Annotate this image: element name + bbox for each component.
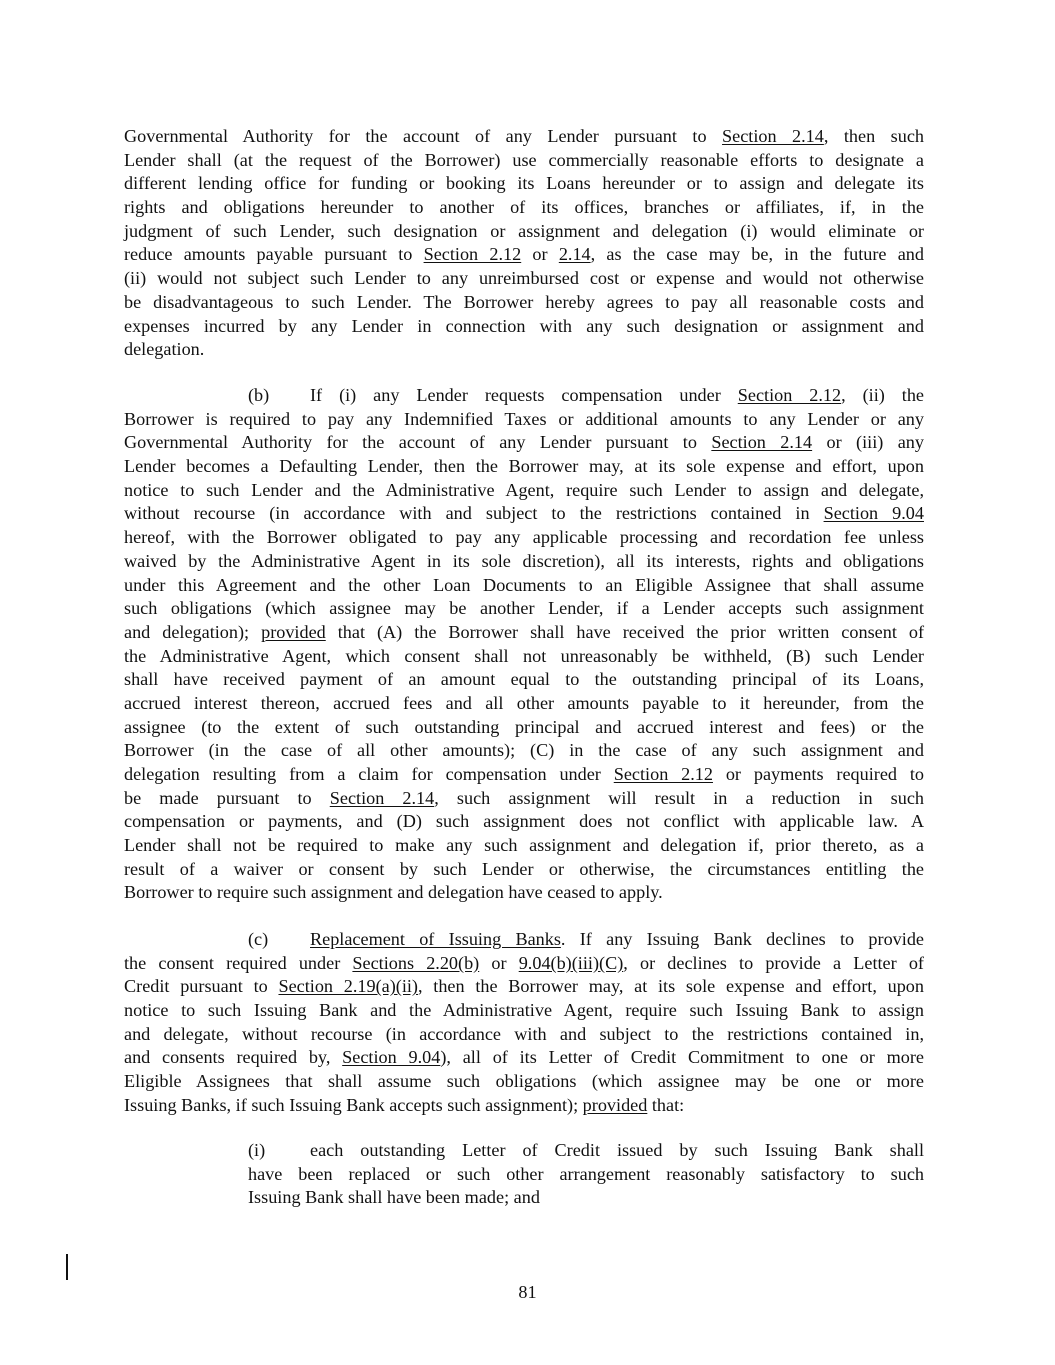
text-run: , or declines to provide a Letter of bbox=[623, 952, 924, 973]
cross-reference: Section 9.04 bbox=[342, 1047, 441, 1068]
text-line bbox=[124, 338, 924, 362]
text-run: Borrower is required to pay any Indemnified Taxes or additional amounts to any Lender or any bbox=[124, 408, 924, 429]
text-line bbox=[124, 834, 924, 858]
text-run: Credit pursuant to bbox=[124, 976, 279, 997]
text-run: result of a waiver or consent by such Lender or otherwise, the circumstances entitling the bbox=[124, 858, 924, 879]
text-line bbox=[248, 1186, 924, 1210]
text-run: Governmental Authority for the account of any Lender pursuant to bbox=[124, 432, 712, 453]
text-line bbox=[124, 574, 924, 598]
text-line bbox=[124, 431, 924, 455]
text-run: delegation resulting from a claim for compensation under bbox=[124, 764, 614, 784]
text-run: Lender shall (at the request of the Borrower) use commercially reasonable efforts to designate a bbox=[124, 149, 924, 170]
cross-reference: Section 2.14 bbox=[711, 432, 813, 453]
text-run: judgment of such Lender, such designation or assignment and delegation (i) would eliminate or bbox=[124, 220, 924, 241]
text-run: (ii) would not subject such Lender to any unreimbursed cost or expense and would not otherwise bbox=[124, 268, 924, 289]
cross-reference: Section 2.12 bbox=[613, 764, 713, 784]
text-line bbox=[124, 267, 924, 291]
text-line bbox=[124, 455, 924, 479]
text-run: and delegation); bbox=[124, 621, 262, 642]
text-run: hereof, with the Borrower obligated to pay any applicable processing and recordation fee unless bbox=[124, 527, 924, 548]
text-run: have been replaced or such other arrangement reasonably satisfactory to such bbox=[248, 1163, 924, 1184]
text-run: that: bbox=[647, 1094, 685, 1115]
text-line bbox=[124, 858, 924, 882]
cross-reference: provided bbox=[582, 1094, 648, 1115]
text-line bbox=[124, 999, 924, 1023]
text-run: reduce amounts payable pursuant to bbox=[124, 244, 424, 265]
text-line bbox=[248, 1163, 924, 1187]
text-line bbox=[124, 597, 924, 621]
page-number: 81 bbox=[518, 1282, 537, 1302]
text-run: such obligations (which assignee may be another Lender, if a Lender accepts such assignment bbox=[124, 598, 924, 619]
text-run: and consents required by, bbox=[124, 1047, 343, 1068]
cross-reference: Section 9.04 bbox=[823, 503, 924, 524]
text-run: Issuing Bank shall have been made; and bbox=[248, 1187, 540, 1208]
text-run: notice to such Issuing Bank and the Administrative Agent, require such Issuing Bank to assign bbox=[124, 1000, 924, 1021]
cross-reference: Sections 2.20(b) bbox=[352, 952, 480, 973]
text-run: , such assignment will result in a reduction in such bbox=[434, 787, 924, 808]
text-run: that (A) the Borrower shall have received the prior written consent of bbox=[325, 621, 924, 642]
paragraph-label: (i) bbox=[248, 1140, 266, 1160]
text-run: waived by the Administrative Agent in its sole discretion), all its interests, rights and obligations bbox=[124, 550, 924, 571]
text-run: , as the case may be, in the future and bbox=[590, 244, 924, 265]
text-run: or bbox=[479, 952, 519, 973]
text-run: rights and obligations hereunder to another of its offices, branches or affiliates, if, in the bbox=[124, 197, 924, 218]
paragraph-label: (b) bbox=[248, 385, 270, 405]
text-line bbox=[124, 810, 924, 834]
text-line bbox=[124, 692, 924, 716]
text-line bbox=[124, 763, 924, 787]
cross-reference: Section 2.14 bbox=[329, 787, 435, 808]
text-run: Borrower to require such assignment and delegation have ceased to apply. bbox=[124, 882, 663, 903]
revision-bar bbox=[66, 1254, 68, 1280]
text-line bbox=[124, 479, 924, 503]
text-run: be disadvantageous to such Lender. The Borrower hereby agrees to pay all reasonable costs and bbox=[124, 291, 924, 312]
text-line bbox=[124, 125, 924, 149]
text-line bbox=[124, 149, 924, 173]
text-run: notice to such Lender and the Administrative Agent, require such Lender to assign and delegate, bbox=[124, 479, 924, 500]
text-line bbox=[124, 1094, 924, 1118]
text-run: and delegate, without recourse (in accordance with and subject to the restrictions contained in, bbox=[124, 1023, 924, 1044]
text-line bbox=[124, 975, 924, 999]
text-line bbox=[124, 220, 924, 244]
text-run: under this Agreement and the other Loan Documents to an Eligible Assignee that shall assume bbox=[124, 574, 924, 595]
cross-reference: 2.14 bbox=[558, 244, 591, 265]
text-run: Borrower (in the case of all other amounts); (C) in the case of any such assignment and bbox=[124, 740, 924, 761]
text-line bbox=[248, 1139, 924, 1163]
subparagraph-c-i bbox=[248, 1139, 924, 1210]
text-line bbox=[124, 291, 924, 315]
text-run: shall have received payment of an amount equal to the outstanding principal of its Loans, bbox=[124, 669, 924, 690]
text-run: Issuing Banks, if such Issuing Bank accepts such assignment); bbox=[124, 1094, 583, 1115]
text-line bbox=[124, 668, 924, 692]
text-run: the Administrative Agent, which consent shall not unreasonably be withheld, (B) such Lender bbox=[124, 645, 924, 666]
cross-reference: Section 2.14 bbox=[722, 126, 824, 146]
text-run: Eligible Assignees that shall assume such obligations (which assignee may be one or more bbox=[124, 1071, 924, 1092]
text-run: . If any Issuing Bank declines to provide bbox=[560, 929, 924, 949]
text-line bbox=[124, 1023, 924, 1047]
text-line bbox=[124, 550, 924, 574]
text-line bbox=[124, 621, 924, 645]
text-line bbox=[124, 1070, 924, 1094]
text-run: , (ii) the bbox=[841, 385, 924, 405]
text-run: compensation or payments, and (D) such assignment does not conflict with applicable law. A bbox=[124, 811, 924, 832]
cross-reference: Replacement of Issuing Banks bbox=[310, 929, 561, 949]
text-run: , then the Borrower may, at its sole expense and effort, upon bbox=[418, 976, 924, 997]
text-line bbox=[124, 315, 924, 339]
text-run: each outstanding Letter of Credit issued by such Issuing Bank shall bbox=[310, 1140, 924, 1160]
paragraph-label: (c) bbox=[248, 929, 269, 949]
text-run: or payments required to bbox=[712, 764, 925, 784]
text-line bbox=[124, 1046, 924, 1070]
text-run: assignee (to the extent of such outstanding principal and accrued interest and fees) or the bbox=[124, 716, 924, 737]
text-run: expenses incurred by any Lender in connection with any such designation or assignment and bbox=[124, 315, 924, 336]
cross-reference: Section 2.19(a)(ii) bbox=[278, 976, 418, 997]
text-run: without recourse (in accordance with and subject to the restrictions contained in bbox=[124, 503, 824, 524]
text-run: accrued interest thereon, accrued fees and all other amounts payable to it hereunder, from the bbox=[124, 692, 924, 713]
cross-reference: 9.04(b)(iii)(C) bbox=[518, 952, 624, 973]
text-line bbox=[124, 243, 924, 267]
text-line bbox=[124, 739, 924, 763]
cross-reference: Section 2.12 bbox=[423, 244, 522, 265]
text-run: Lender becomes a Defaulting Lender, then the Borrower may, at its sole expense and effort, upon bbox=[124, 456, 924, 477]
text-run: Governmental Authority for the account of any Lender pursuant to bbox=[124, 126, 723, 146]
text-run: If (i) any Lender requests compensation under bbox=[310, 385, 738, 405]
text-line bbox=[124, 952, 924, 976]
text-line bbox=[124, 881, 924, 905]
text-run: or (iii) any bbox=[812, 432, 924, 453]
paragraph-b bbox=[124, 384, 924, 905]
text-line bbox=[124, 526, 924, 550]
text-run: delegation. bbox=[124, 339, 205, 360]
paragraph-continuation bbox=[124, 125, 924, 362]
text-line bbox=[124, 716, 924, 740]
text-line bbox=[124, 502, 924, 526]
text-run: , then such bbox=[823, 126, 924, 146]
text-run: be made pursuant to bbox=[124, 787, 330, 808]
text-run: ), all of its Letter of Credit Commitment to one or more bbox=[440, 1047, 924, 1068]
paragraph-c-replacement-of-issuing-banks bbox=[124, 928, 924, 1118]
text-run: or bbox=[521, 244, 559, 265]
text-line bbox=[124, 645, 924, 669]
text-line bbox=[124, 384, 924, 408]
text-line bbox=[124, 928, 924, 952]
text-line bbox=[124, 196, 924, 220]
cross-reference: Section 2.12 bbox=[737, 385, 842, 405]
text-line bbox=[124, 408, 924, 432]
cross-reference: provided bbox=[261, 621, 326, 642]
text-line bbox=[124, 787, 924, 811]
text-line bbox=[124, 172, 924, 196]
text-run: different lending office for funding or booking its Loans hereunder or to assign and delegate its bbox=[124, 173, 924, 194]
text-run: the consent required under bbox=[124, 952, 353, 973]
text-run: Lender shall not be required to make any such assignment and delegation if, prior thereto, as a bbox=[124, 835, 924, 856]
